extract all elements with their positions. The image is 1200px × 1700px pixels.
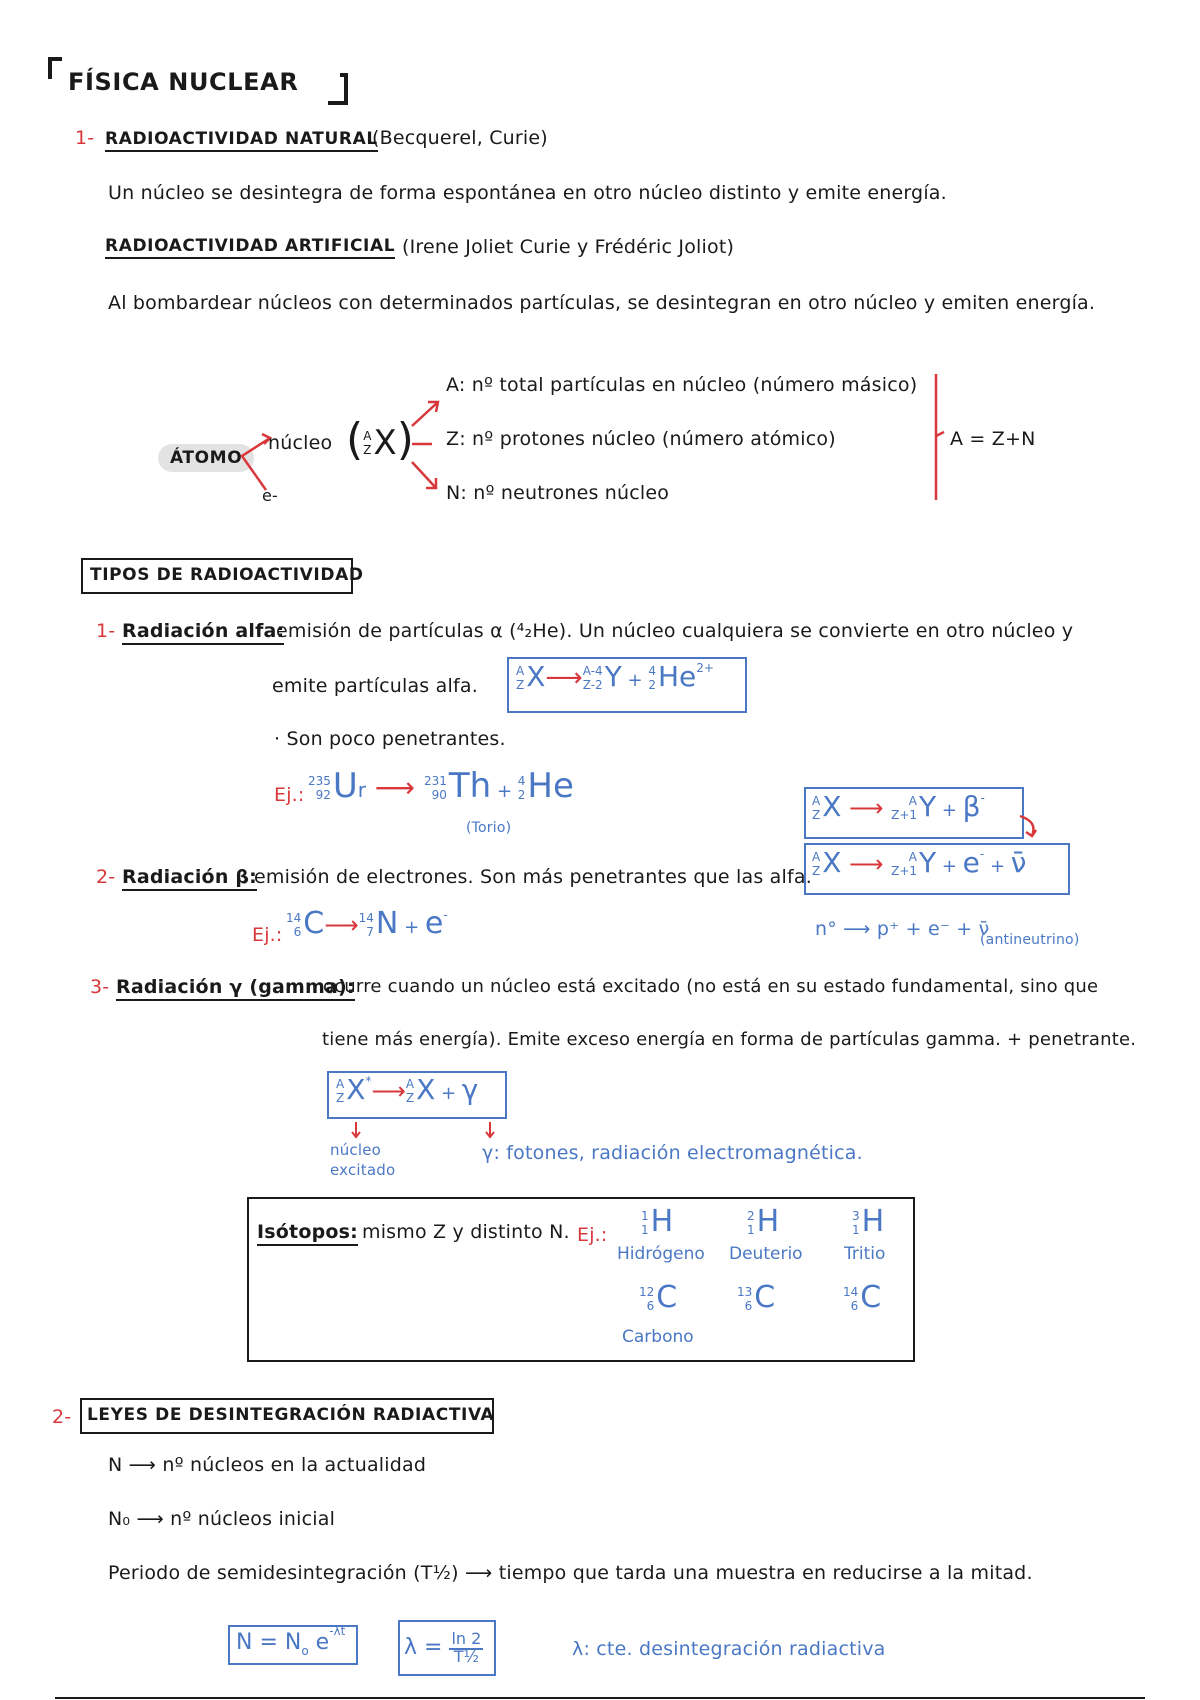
artificial-authors: (Irene Joliet Curie y Frédéric Joliot) xyxy=(402,236,735,258)
beta-example: 14 6C⟶14 7N + e- xyxy=(286,906,448,941)
law-n0-definition: N₀ ⟶ nº núcleos inicial xyxy=(108,1508,336,1530)
isotopes-text: mismo Z y distinto N. xyxy=(362,1221,570,1243)
types-heading: TIPOS DE RADIOACTIVIDAD xyxy=(90,565,364,585)
beta-text: emisión de electrones. Son más penetrantes que las alfa. xyxy=(254,866,812,888)
beta-name: Radiación β: xyxy=(122,866,257,891)
beta-antineutrino: (antineutrino) xyxy=(980,932,1080,948)
isotope-c14: 14 6C xyxy=(843,1280,882,1315)
artificial-description: Al bombardear núcleos con determinados partículas, se desintegran en otro núcleo y emiten energía. xyxy=(108,292,1096,314)
atom-z-definition: Z: nº protones núcleo (número atómico) xyxy=(446,428,836,450)
alpha-note: · Son poco penetrantes. xyxy=(274,728,506,750)
half-life-definition: Periodo de semidesintegración (T½) ⟶ tiempo que tarda una muestra en reducirse a la mitad. xyxy=(108,1562,1033,1584)
atom-relation: A = Z+N xyxy=(950,428,1036,450)
atom-electron-label: e- xyxy=(262,486,279,505)
isotope-h2: 2 1H xyxy=(747,1204,780,1239)
gamma-name: Radiación γ (gamma): xyxy=(116,976,355,1001)
section1-number: 1- xyxy=(75,127,95,149)
atom-label: ÁTOMO xyxy=(158,444,254,472)
alpha-text: emisión de partículas α (⁴₂He). Un núcleo cualquiera se convierte en otro núcleo y xyxy=(276,620,1074,642)
beta-number: 2- xyxy=(96,866,116,888)
isotope-h2-name: Deuterio xyxy=(729,1244,803,1264)
law-n-definition: N ⟶ nº núcleos en la actualidad xyxy=(108,1454,427,1476)
atom-definition-arrows xyxy=(408,396,448,496)
section1-authors: (Becquerel, Curie) xyxy=(372,127,548,149)
decay-law: $N = N_o$ $e^{-\lambda t}$ xyxy=(236,1624,346,1658)
alpha-text2: emite partículas alfa. xyxy=(272,675,478,697)
isotopes-label: Isótopos: xyxy=(257,1221,358,1246)
isotopes-example-label: Ej.: xyxy=(577,1224,608,1246)
beta-neutron-decay: n° ⟶ p⁺ + e⁻ + ν̄ xyxy=(815,918,990,940)
isotope-h3: 3 1H xyxy=(852,1204,885,1239)
atom-a-definition: A: nº total partículas en núcleo (número másico) xyxy=(446,374,918,396)
atom-nucleus-label: núcleo xyxy=(268,432,333,454)
lambda-formula: λ = ln 2 T½ xyxy=(404,1629,482,1666)
gamma-down-arrows xyxy=(350,1120,500,1142)
beta-formula2: A ZX ⟶ A Z+1Y + e- + ν̄ xyxy=(812,846,1027,879)
isotope-c13: 13 6C xyxy=(737,1280,776,1315)
isotope-c12-name: Carbono xyxy=(622,1327,694,1347)
section2-number: 2- xyxy=(52,1406,72,1428)
gamma-text: ocurre cuando un núcleo está excitado (no está en su estado fundamental, sino que xyxy=(323,976,1099,997)
gamma-formula: A ZX*⟶A ZX + γ xyxy=(336,1073,479,1106)
gamma-note: γ: fotones, radiación electromagnética. xyxy=(482,1142,863,1164)
isotope-c12: 12 6C xyxy=(639,1280,678,1315)
section1-description: Un núcleo se desintegra de forma espontánea en otro núcleo distinto y emite energía. xyxy=(108,182,947,204)
section2-heading: LEYES DE DESINTEGRACIÓN RADIACTIVA xyxy=(87,1405,495,1425)
alpha-example-note: (Torio) xyxy=(466,820,512,836)
alpha-name: Radiación alfa: xyxy=(122,620,284,645)
beta-example-label: Ej.: xyxy=(252,924,283,946)
atom-notation: (A ZX) xyxy=(346,414,414,465)
gamma-number: 3- xyxy=(90,976,110,998)
alpha-formula: A ZX⟶A-4 Z-2Y + 4 $2He^{2+}$ xyxy=(516,660,714,693)
atom-n-definition: N: nº neutrones núcleo xyxy=(446,482,670,504)
artificial-heading: RADIOACTIVIDAD ARTIFICIAL xyxy=(105,236,395,259)
beta-connector-arrow xyxy=(1018,812,1048,842)
bottom-rule xyxy=(55,1697,1145,1699)
alpha-number: 1- xyxy=(96,620,116,642)
alpha-example-label: Ej.: xyxy=(274,784,305,806)
beta-formula1: A ZX ⟶ A Z+1Y + β- xyxy=(812,790,985,823)
isotope-h1: 1 1H xyxy=(641,1204,674,1239)
page-title: FÍSICA NUCLEAR xyxy=(68,68,299,96)
isotope-h3-name: Tritio xyxy=(844,1244,886,1264)
section1-heading: RADIOACTIVIDAD NATURAL xyxy=(105,129,378,152)
alpha-example: 235 92Ur ⟶ 231 90Th + 4 2He xyxy=(308,766,574,806)
isotope-h1-name: Hidrógeno xyxy=(617,1244,705,1264)
gamma-text2: tiene más energía). Emite exceso energía en forma de partículas gamma. + penetrante. xyxy=(322,1029,1137,1050)
atom-bracket xyxy=(930,372,950,502)
gamma-excited-label: núcleo excitado xyxy=(330,1141,396,1179)
lambda-definition: λ: cte. desintegración radiactiva xyxy=(572,1638,886,1660)
